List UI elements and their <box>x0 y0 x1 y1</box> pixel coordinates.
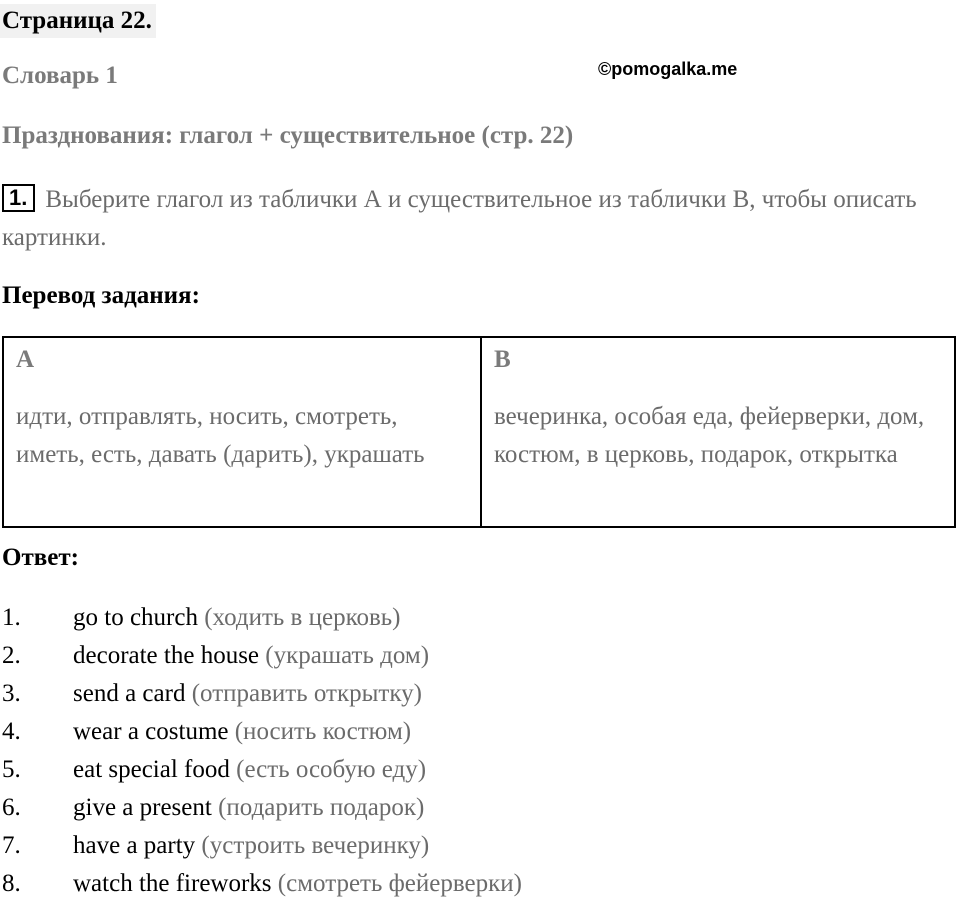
answer-number: 6. <box>2 794 21 821</box>
column-b-words: вечеринка, особая еда, фейерверки, дом, костюм, в церковь, подарок, открытка <box>494 403 925 468</box>
answer-list <box>2 599 522 903</box>
answer-russian: (украшать дом) <box>259 642 430 669</box>
answer-russian: (устроить вечеринку) <box>195 832 430 859</box>
table-column-a <box>4 338 482 526</box>
translation-heading: Перевод задания: <box>2 282 200 309</box>
answer-russian: (подарить подарок) <box>211 794 425 821</box>
answer-item <box>2 865 522 903</box>
answer-russian: (носить костюм) <box>228 718 412 745</box>
answer-item <box>2 675 522 713</box>
answer-item <box>2 713 522 751</box>
answer-english: eat special food <box>73 756 230 783</box>
answer-item <box>2 599 522 637</box>
answer-english: wear a costume <box>73 718 229 745</box>
answer-english: give a present <box>73 794 212 821</box>
answer-russian: (ходить в церковь) <box>197 604 401 631</box>
answer-english: send a card <box>73 680 186 707</box>
answer-heading: Ответ: <box>2 544 79 571</box>
answer-number: 2. <box>2 642 21 669</box>
answer-number: 1. <box>2 604 21 631</box>
answer-item <box>2 751 522 789</box>
page-title: Страница 22. <box>0 4 156 38</box>
answer-number: 4. <box>2 718 21 745</box>
answer-english: go to church <box>73 604 198 631</box>
answer-russian: (отправить открытку) <box>185 680 422 707</box>
answer-item <box>2 827 522 865</box>
answer-english: decorate the house <box>73 642 260 669</box>
column-b-header: B <box>494 346 511 373</box>
dictionary-heading: Словарь 1 <box>2 62 118 89</box>
table-column-b <box>482 338 954 526</box>
task-instruction <box>2 181 958 257</box>
answer-english: watch the fireworks <box>73 870 272 897</box>
task-number-box: 1. <box>2 184 35 212</box>
answer-number: 8. <box>2 870 21 897</box>
answer-number: 7. <box>2 832 21 859</box>
answer-russian: (есть особую еду) <box>229 756 427 783</box>
answer-russian: (смотреть фейерверки) <box>271 870 522 897</box>
answer-item <box>2 789 522 827</box>
answer-english: have a party <box>73 832 196 859</box>
column-a-words: идти, отправлять, носить, смотреть, иметь, есть, давать (дарить), украшать <box>16 403 425 468</box>
vocabulary-table <box>2 336 956 528</box>
topic-heading: Празднования: глагол + существительное (стр. 22) <box>2 122 574 149</box>
answer-number: 3. <box>2 680 21 707</box>
answer-item <box>2 637 522 675</box>
answer-number: 5. <box>2 756 21 783</box>
task-text: Выберите глагол из таблички А и существительное из таблички B, чтобы описать картинки. <box>2 186 917 251</box>
column-a-header: A <box>16 346 35 373</box>
watermark: ©pomogalka.me <box>598 59 738 79</box>
